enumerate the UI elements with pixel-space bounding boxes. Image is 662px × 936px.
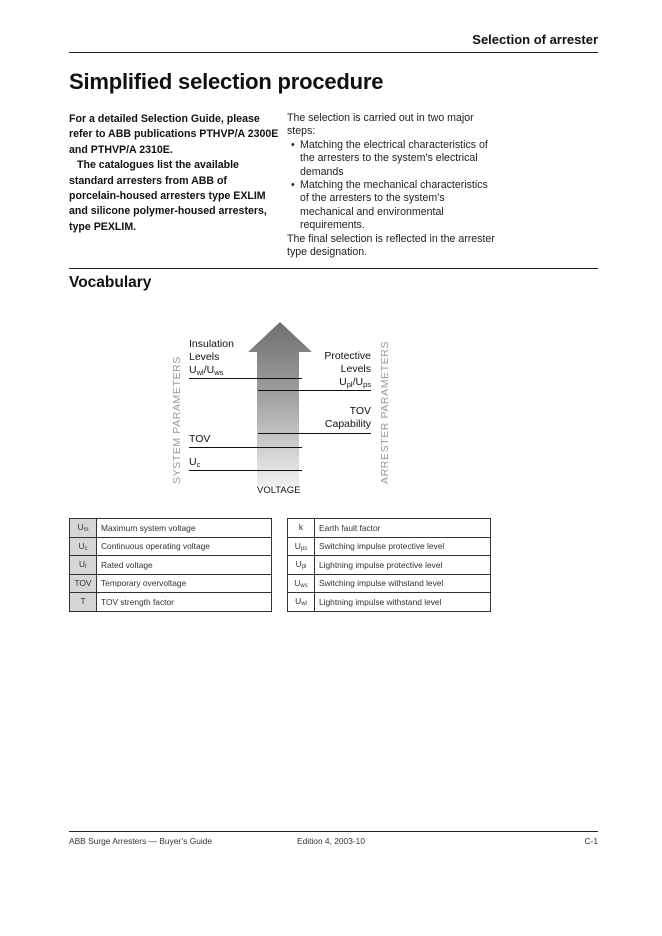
intro-right-lead: The selection is carried out in two major steps:: [287, 112, 474, 138]
tov-capability-line: [258, 433, 371, 434]
uc-label: $U_c$: [189, 456, 201, 469]
selection-step: • Matching the electrical characteristics of the arresters to the system’s electrical demands: [287, 139, 497, 179]
page-title: Simplified selection procedure: [69, 69, 384, 94]
selection-step: • Matching the mechanical characteristics of the arresters to the system’s mechanical and environmental requirements.: [287, 179, 497, 233]
tov-capability-line2: Capability: [324, 418, 371, 430]
insulation-levels-label: [189, 338, 234, 379]
table-row: [70, 556, 272, 575]
protective-level-line: [258, 390, 371, 391]
tov-capability-line1: TOV: [349, 405, 371, 417]
protective-levels-label: [302, 350, 371, 391]
upl-ups-label: $U_{pl}/U_{ps}$: [339, 376, 371, 389]
protective-levels-line1: Protective: [324, 350, 371, 362]
table-row: [70, 574, 272, 593]
uwl-uws-label: $U_{wl}/U_{ws}$: [189, 364, 224, 377]
symbol-cell: $U_{pl}$: [288, 556, 315, 575]
intro-right-column: [287, 112, 497, 259]
symbol-cell: $U_r$: [70, 556, 97, 575]
table-row: [288, 537, 491, 556]
header-title: Selection of arrester: [472, 32, 598, 47]
arrester-parameters-label: ARRESTER PARAMETERS: [379, 340, 391, 484]
footer-edition: Edition 4, 2003-10: [297, 836, 365, 846]
tov-capability-label: [302, 405, 371, 431]
description-cell: Rated voltage: [97, 556, 272, 575]
voltage-arrow: [246, 322, 314, 486]
tov-line: [189, 447, 302, 448]
description-cell: Lightning impulse withstand level: [315, 593, 491, 612]
table-row: [70, 537, 272, 556]
insulation-level-line: [189, 378, 302, 379]
description-cell: Switching impulse protective level: [315, 537, 491, 556]
description-cell: Maximum system voltage: [97, 519, 272, 538]
system-parameters-label: SYSTEM PARAMETERS: [171, 356, 183, 484]
section-heading-vocabulary: Vocabulary: [69, 274, 152, 291]
selection-steps-list: [287, 139, 497, 233]
description-cell: Switching impulse withstand level: [315, 574, 491, 593]
header-rule: [69, 52, 598, 53]
description-cell: Continuous operating voltage: [97, 537, 272, 556]
intro-left-paragraph-2: The catalogues list the available standard arresters from ABB of porcelain-housed arresters type EXLIM and silicone polymer-housed arresters, type PEXLIM.: [69, 159, 267, 233]
description-cell: Temporary overvoltage: [97, 574, 272, 593]
table-row: [288, 519, 491, 538]
description-cell: Lightning impulse protective level: [315, 556, 491, 575]
uc-line: [189, 470, 302, 471]
symbol-cell: $U_c$: [70, 537, 97, 556]
footer-publication: ABB Surge Arresters — Buyer’s Guide: [69, 836, 213, 846]
table-row: [288, 556, 491, 575]
protective-levels-line2: Levels: [340, 363, 371, 375]
footer-rule: [69, 831, 598, 832]
voltage-label: VOLTAGE: [257, 485, 301, 496]
tov-label: TOV: [189, 433, 211, 445]
table-row: [288, 574, 491, 593]
insulation-levels-line1: Insulation: [189, 338, 234, 350]
page-number: C-1: [584, 836, 598, 846]
section-rule: [69, 268, 598, 269]
table-row: [70, 519, 272, 538]
symbol-cell: $U_{ws}$: [288, 574, 315, 593]
vocabulary-table-right: [287, 518, 491, 612]
symbol-cell: TOV: [70, 574, 97, 593]
description-cell: Earth fault factor: [315, 519, 491, 538]
intro-right-closing: The final selection is reflected in the arrester type designation.: [287, 232, 495, 259]
symbol-cell: $U_m$: [70, 519, 97, 538]
symbol-cell: $U_{wl}$: [288, 593, 315, 612]
symbol-cell: k: [288, 519, 315, 538]
table-row: [288, 593, 491, 612]
intro-left-column: [69, 112, 279, 235]
table-row: [70, 593, 272, 612]
vocabulary-table-left: [69, 518, 272, 612]
description-cell: TOV strength factor: [97, 593, 272, 612]
symbol-cell: T: [70, 593, 97, 612]
intro-left-paragraph-1: For a detailed Selection Guide, please refer to ABB publications PTHVP/A 2300E and PTHVP/A 2310E.: [69, 113, 279, 156]
symbol-cell: $U_{ps}$: [288, 537, 315, 556]
insulation-levels-line2: Levels: [189, 351, 220, 363]
